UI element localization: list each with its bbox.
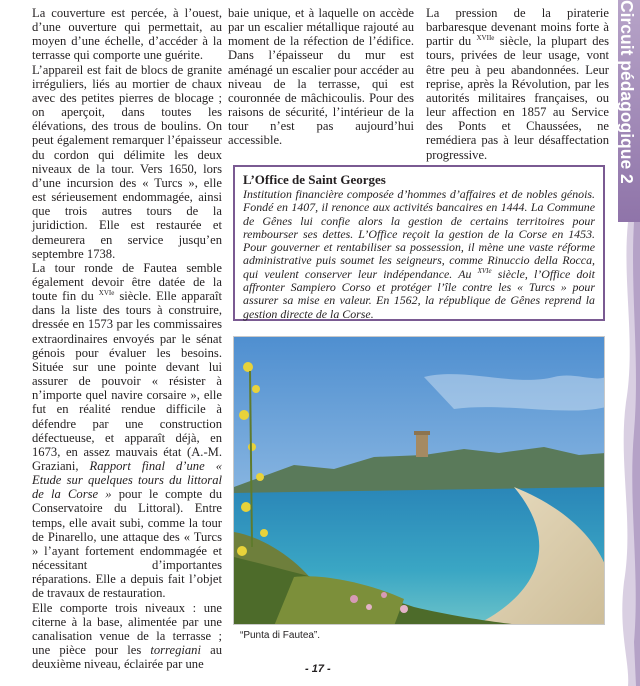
text-run: siècle. Elle apparaît dans la liste des tours à construire, dressée en 1573 par les commissaires extraordinaires envoyés par le sénat génois pour évaluer les besoins. Située sur une pointe devant lui assurer de pouvoir « résister à n’importe quel navire corsaire », elle fut en réalité rendue difficile à défendre par une construction défectueuse, et apparaît déjà, en 1673, en assez mauvais état (A.-M. Graziani, xyxy=(32,289,222,473)
superscript: e xyxy=(488,266,492,275)
paragraph-masonry: L’appareil est fait de blocs de granite irréguliers, liés au mortier de chaux avec des petites pierres de blocage ; on aperçoit, dans toutes les élévations, des trous de boulins. On peut également remarquer l’épaisseur du cordon qui délimite les deux niveaux de la tour. Vers 1650, lors d’une incursion des « Turcs », elle est sérieusement endommagée, ainsi que trois autres tours de la juridiction. Elle est restaurée et demeurera en service jusqu’en septembre 1738. xyxy=(32,62,222,261)
paragraph-roof: La couverture est percée, à l’ouest, d’une ouverture qui permettait, au moyen d’une échelle, d’accéder à la terrasse qui comporte une guérite. xyxy=(32,6,222,63)
paragraph-piracy xyxy=(426,6,609,162)
paragraph-continuation: baie unique, et à laquelle on accède par un escalier métallique rajouté au moment de la réfection de l’édifice. Dans l’épaisseur du mur est aménagé un escalier pour accéder au niveau de la terrasse, qui est couronnée de mâchicoulis. Pour des raisons de sécurité, l’intérieur de la tour n’est pas aujourd’hui accessible. xyxy=(228,6,414,148)
info-box-body xyxy=(243,188,595,321)
page-number: - 17 - xyxy=(305,663,331,675)
text-run: siècle, l’Office doit affronter Sampiero Corso et protéger l’île contre les « Turcs » pour assurer sa mise en valeur. En 1562, la république de Gênes reprend la gestion directe de la Corse. xyxy=(243,266,595,321)
photo-caption: “Punta di Fautea”. xyxy=(240,630,321,641)
photo-punta-di-fautea xyxy=(233,336,605,625)
text-run: pour le compte du Conservatoire du Littoral). Entre temps, elle avait subi, comme la tour de Pinarello, une attaque des « Turcs » l’ayant fortement endommagée et nécessitant d’importantes réparations. Elle a depuis fait l’objet de travaux de restauration. xyxy=(32,487,223,601)
info-box-title: L’Office de Saint Georges xyxy=(243,172,386,187)
paragraph-levels xyxy=(32,601,222,672)
info-box-office-saint-georges xyxy=(233,165,605,321)
paragraph-fautea-tower xyxy=(32,261,222,601)
text-run: au deuxième niveau, éclairée par une xyxy=(32,643,222,672)
text-run: La pression de la piraterie barbaresque devenant moins forte à partir du xyxy=(426,6,609,49)
text-column-3 xyxy=(426,6,609,162)
text-run: Institution financière composée d’hommes d’affaires et de nobles génois. Fondé en 1407, il renonce aux activités bancaires en 1444. La Commune de Gênes lui confie alors la gestion de certains territoires pour rembourser ses dettes. L’Office reçoit la gestion de la Corse en 1453. Pour gouverner et rentabiliser sa possession, il mène une vaste réforme administrative puis soumet les seigneurs, comme Rinuccio della Rocca, qui veulent conserver leur indépendance. Au xyxy=(243,187,595,281)
decorative-wave-edge xyxy=(610,222,640,686)
report-reference: Rapport final d’une « Etude sur quelques tours du littoral de la Corse » xyxy=(32,459,222,502)
superscript: e xyxy=(111,288,115,297)
text-column-2 xyxy=(228,6,414,148)
century-numeral: XVI xyxy=(477,266,489,275)
landscape-illustration xyxy=(234,337,605,625)
text-run: La tour ronde de Fautea semble également devoir être datée de la toute fin du xyxy=(32,260,222,304)
text-run: siècle, la plupart des tours, privées de leur usage, vont être peu à peu abandonnées. Leur reprise, après la Révolution, par les autorités militaires françaises, ou leur affection en 1857 au Service des Ponts et Chaussées, ne remédiera pas à leur désaffectation progressive. xyxy=(426,34,609,162)
text-run: Elle comporte trois niveaux : une citerne à la base, alimentée par une canalisation venue de la terrasse ; une pièce pour les xyxy=(32,600,222,658)
superscript: e xyxy=(491,34,495,43)
section-tab xyxy=(618,0,640,222)
section-title: Circuit pédagogique 2 xyxy=(617,0,637,184)
century-numeral: XVI xyxy=(98,288,112,297)
text-column-1 xyxy=(32,6,222,671)
italic-term: torregiani xyxy=(150,643,201,658)
century-numeral: XVII xyxy=(476,34,492,43)
